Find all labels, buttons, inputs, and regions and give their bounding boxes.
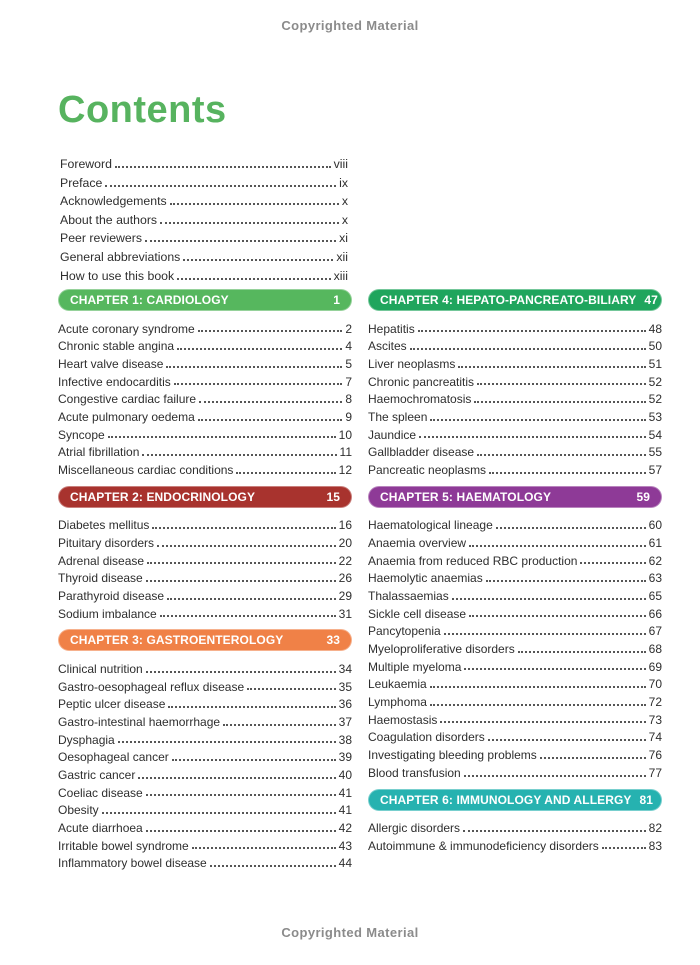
chapter-entries: [368, 318, 662, 477]
entry-page-number: xiii: [333, 268, 348, 283]
chapter-section: [368, 789, 662, 853]
toc-entry: [368, 353, 662, 371]
entry-page-number: 53: [648, 409, 662, 424]
dot-leader: [166, 366, 342, 368]
entry-page-number: x: [341, 194, 348, 209]
dot-leader: [174, 383, 343, 385]
column-left: [58, 289, 352, 879]
toc-entry: [368, 692, 662, 710]
toc-entry: [368, 674, 662, 692]
toc-entry: [58, 603, 352, 621]
entry-page-number: 5: [345, 356, 352, 371]
toc-entry: [58, 658, 352, 676]
dot-leader: [108, 436, 336, 438]
entry-page-number: 31: [338, 606, 352, 621]
entry-label: Irritable bowel syndrome: [58, 838, 189, 853]
toc-entry: [368, 318, 662, 336]
dot-leader: [199, 401, 342, 403]
toc-entry: [60, 246, 348, 265]
toc-entry: [58, 729, 352, 747]
entry-label: Miscellaneous cardiac conditions: [58, 463, 234, 477]
dot-leader: [170, 203, 339, 205]
entry-label: Clinical nutrition: [58, 661, 143, 676]
toc-entry: [58, 532, 352, 550]
entry-label: Infective endocarditis: [58, 374, 171, 389]
toc-entry: [58, 460, 352, 478]
entry-page-number: 51: [648, 356, 662, 371]
chapter-entries: [58, 515, 352, 621]
dot-leader: [157, 545, 336, 547]
entry-page-number: 76: [648, 748, 662, 763]
entry-label: Acknowledgements: [60, 194, 167, 209]
dot-leader: [430, 686, 646, 688]
dot-leader: [477, 454, 646, 456]
chapter-page-number: 33: [326, 633, 340, 648]
dot-leader: [152, 527, 335, 529]
entry-page-number: 44: [338, 856, 352, 871]
dot-leader: [102, 812, 336, 814]
toc-entry: [58, 585, 352, 603]
toc-entry: [58, 764, 352, 782]
chapter-title: CHAPTER 1: CARDIOLOGY: [70, 293, 229, 307]
entry-page-number: x: [341, 212, 348, 227]
chapter-section: [58, 289, 352, 477]
entry-label: Lymphoma: [368, 695, 427, 710]
entry-label: Parathyroid disease: [58, 588, 165, 603]
entry-label: Pituitary disorders: [58, 535, 155, 550]
toc-entry: [58, 747, 352, 765]
chapter-section: [368, 486, 662, 780]
toc-entry: [60, 190, 348, 209]
entry-label: Congestive cardiac failure: [58, 392, 197, 407]
entry-page-number: 39: [338, 750, 352, 765]
chapter-page-number: 59: [636, 489, 650, 504]
entry-page-number: 7: [345, 374, 352, 389]
toc-entry: [58, 318, 352, 336]
entry-label: Coeliac disease: [58, 785, 143, 800]
entry-page-number: 12: [338, 463, 352, 477]
entry-label: Preface: [60, 175, 103, 190]
dot-leader: [198, 330, 343, 332]
dot-leader: [105, 185, 336, 187]
entry-page-number: 54: [648, 427, 662, 442]
entry-page-number: 52: [648, 374, 662, 389]
toc-entry: [58, 782, 352, 800]
dot-leader: [198, 419, 343, 421]
dot-leader: [138, 777, 335, 779]
chapter-entries: [368, 818, 662, 853]
entry-label: The spleen: [368, 409, 428, 424]
entry-label: Jaundice: [368, 427, 417, 442]
toc-entry: [368, 389, 662, 407]
toc-entry: [58, 676, 352, 694]
toc-entry: [58, 711, 352, 729]
dot-leader: [486, 580, 646, 582]
entry-page-number: 41: [338, 803, 352, 818]
dot-leader: [146, 671, 336, 673]
toc-entry: [58, 442, 352, 460]
dot-leader: [168, 706, 335, 708]
dot-leader: [469, 545, 646, 547]
chapter-header: [368, 486, 662, 508]
entry-label: Anaemia from reduced RBC production: [368, 553, 578, 568]
toc-entry: [58, 336, 352, 354]
entry-label: Gastro-intestinal haemorrhage: [58, 714, 221, 729]
toc-entry: [368, 656, 662, 674]
toc-entry: [60, 265, 348, 284]
toc-entry: [368, 336, 662, 354]
entry-label: Obesity: [58, 803, 99, 818]
entry-label: About the authors: [60, 212, 158, 227]
chapter-entries: [58, 658, 352, 870]
entry-page-number: 52: [648, 392, 662, 407]
entry-page-number: xi: [339, 231, 348, 246]
entry-page-number: 70: [648, 677, 662, 692]
entry-page-number: 26: [338, 571, 352, 586]
column-right: [368, 289, 662, 879]
chapter-section: [58, 629, 352, 870]
entry-label: How to use this book: [60, 268, 175, 283]
toc-entry: [368, 727, 662, 745]
toc-entry: [60, 209, 348, 228]
entry-label: Inflammatory bowel disease: [58, 856, 207, 871]
entry-page-number: 40: [338, 767, 352, 782]
toc-entry: [58, 853, 352, 871]
entry-label: Peer reviewers: [60, 231, 143, 246]
entry-label: Autoimmune & immunodeficiency disorders: [368, 838, 599, 853]
chapter-entries: [58, 318, 352, 477]
entry-label: Chronic stable angina: [58, 339, 175, 354]
entry-page-number: xii: [336, 250, 348, 265]
dot-leader: [183, 259, 333, 261]
dot-leader: [469, 615, 646, 617]
entry-page-number: 22: [338, 553, 352, 568]
entry-label: Acute coronary syndrome: [58, 321, 195, 336]
dot-leader: [463, 830, 646, 832]
toc-entry: [368, 603, 662, 621]
copyright-notice-bottom: Copyrighted Material: [281, 925, 419, 940]
dot-leader: [192, 847, 336, 849]
dot-leader: [410, 348, 646, 350]
chapter-title: CHAPTER 5: HAEMATOLOGY: [380, 489, 552, 504]
entry-page-number: 35: [338, 679, 352, 694]
entry-page-number: 36: [338, 697, 352, 712]
dot-leader: [444, 633, 646, 635]
entry-label: Dysphagia: [58, 732, 115, 747]
toc-entry: [58, 424, 352, 442]
entry-page-number: 62: [648, 553, 662, 568]
chapter-header: [58, 289, 352, 311]
chapter-section: [368, 289, 662, 477]
dot-leader: [146, 830, 336, 832]
dot-leader: [118, 741, 336, 743]
entry-page-number: 10: [338, 427, 352, 442]
page-title: Contents: [58, 89, 227, 131]
entry-page-number: 4: [345, 339, 352, 354]
entry-page-number: 82: [648, 821, 662, 835]
toc-entry: [58, 515, 352, 533]
entry-page-number: 68: [648, 642, 662, 656]
entry-label: Syncope: [58, 427, 105, 442]
toc-entry: [58, 568, 352, 586]
entry-page-number: 8: [345, 392, 352, 407]
entry-page-number: 38: [338, 732, 352, 747]
entry-label: Leukaemia: [368, 677, 427, 692]
dot-leader: [160, 222, 339, 224]
entry-page-number: 65: [648, 588, 662, 603]
entry-label: Thyroid disease: [58, 571, 143, 586]
entry-label: Coagulation disorders: [368, 730, 485, 745]
entry-label: Liver neoplasms: [368, 356, 456, 371]
chapter-header: [58, 486, 352, 508]
entry-label: Sickle cell disease: [368, 606, 467, 621]
toc-entry: [368, 532, 662, 550]
dot-leader: [210, 865, 336, 867]
chapter-page-number: 15: [326, 489, 340, 504]
entry-label: General abbreviations: [60, 250, 181, 265]
entry-page-number: 57: [648, 463, 662, 477]
toc-entry: [368, 424, 662, 442]
entry-label: Gallbladder disease: [368, 445, 475, 460]
chapter-header: [368, 789, 662, 811]
entry-page-number: 16: [338, 518, 352, 533]
entry-page-number: 55: [648, 445, 662, 460]
entry-label: Thalassaemias: [368, 588, 449, 603]
dot-leader: [489, 472, 646, 474]
chapter-title: CHAPTER 6: IMMUNOLOGY AND ALLERGY: [380, 792, 632, 807]
dot-leader: [602, 847, 646, 849]
toc-entry: [368, 835, 662, 853]
dot-leader: [147, 562, 336, 564]
dot-leader: [477, 383, 646, 385]
dot-leader: [496, 527, 646, 529]
entry-label: Haemolytic anaemias: [368, 571, 483, 586]
chapter-page-number: 1: [333, 293, 340, 307]
dot-leader: [474, 401, 645, 403]
chapter-title: CHAPTER 3: GASTROENTEROLOGY: [70, 633, 284, 648]
dot-leader: [115, 166, 331, 168]
entry-page-number: 37: [338, 714, 352, 729]
entry-label: Gastro-oesophageal reflux disease: [58, 679, 245, 694]
toc-entry: [58, 694, 352, 712]
entry-label: Hepatitis: [368, 321, 415, 336]
toc-entry: [60, 172, 348, 191]
dot-leader: [236, 472, 335, 474]
entry-page-number: 48: [648, 321, 662, 336]
toc-entry: [368, 568, 662, 586]
dot-leader: [146, 580, 336, 582]
toc-entry: [368, 442, 662, 460]
toc-entry: [368, 818, 662, 836]
entry-page-number: 50: [648, 339, 662, 354]
dot-leader: [580, 562, 645, 564]
entry-label: Ascites: [368, 339, 407, 354]
entry-page-number: 83: [648, 838, 662, 853]
toc-entry: [368, 585, 662, 603]
entry-label: Foreword: [60, 157, 112, 172]
toc-entry: [368, 762, 662, 780]
dot-leader: [142, 454, 336, 456]
toc-entry: [58, 550, 352, 568]
entry-label: Myeloproliferative disorders: [368, 642, 515, 656]
entry-page-number: 41: [338, 785, 352, 800]
chapter-header: [368, 289, 662, 311]
entry-label: Haemochromatosis: [368, 392, 472, 407]
toc-entry: [60, 227, 348, 246]
toc-entry: [368, 709, 662, 727]
entry-page-number: 74: [648, 730, 662, 745]
entry-page-number: 73: [648, 712, 662, 727]
chapter-entries: [368, 515, 662, 780]
dot-leader: [419, 436, 646, 438]
entry-page-number: 67: [648, 624, 662, 639]
dot-leader: [540, 757, 646, 759]
dot-leader: [488, 739, 646, 741]
entry-page-number: 69: [648, 659, 662, 674]
toc-entry: [368, 460, 662, 478]
entry-page-number: 43: [338, 838, 352, 853]
chapter-page-number: 81: [639, 792, 654, 807]
chapter-page-number: 47: [644, 293, 658, 307]
toc-entry: [368, 621, 662, 639]
dot-leader: [464, 775, 646, 777]
entry-page-number: 66: [648, 606, 662, 621]
dot-leader: [223, 724, 336, 726]
toc-entry: [368, 639, 662, 657]
chapter-section: [58, 486, 352, 621]
chapter-title: CHAPTER 4: HEPATO-PANCREATO-BILIARY: [380, 293, 637, 307]
entry-page-number: 29: [338, 588, 352, 603]
toc-entry: [368, 550, 662, 568]
entry-label: Acute diarrhoea: [58, 821, 143, 835]
entry-label: Diabetes mellitus: [58, 518, 150, 533]
entry-page-number: 42: [338, 821, 352, 835]
entry-label: Pancytopenia: [368, 624, 441, 639]
entry-label: Oesophageal cancer: [58, 750, 169, 765]
copyright-notice-top: Copyrighted Material: [281, 18, 419, 33]
entry-page-number: 20: [338, 535, 352, 550]
toc-entry: [368, 515, 662, 533]
entry-label: Pancreatic neoplasms: [368, 463, 487, 477]
entry-label: Allergic disorders: [368, 821, 461, 835]
entry-label: Gastric cancer: [58, 767, 136, 782]
dot-leader: [430, 704, 646, 706]
dot-leader: [145, 240, 336, 242]
dot-leader: [458, 366, 645, 368]
entry-label: Chronic pancreatitis: [368, 374, 475, 389]
entry-label: Atrial fibrillation: [58, 445, 140, 460]
toc-entry: [58, 406, 352, 424]
entry-page-number: 72: [648, 695, 662, 710]
dot-leader: [452, 598, 646, 600]
entry-label: Anaemia overview: [368, 535, 467, 550]
dot-leader: [464, 668, 645, 670]
entry-page-number: 63: [648, 571, 662, 586]
entry-page-number: 60: [648, 518, 662, 533]
entry-page-number: 11: [339, 445, 352, 460]
dot-leader: [418, 330, 646, 332]
dot-leader: [160, 615, 336, 617]
toc-entry: [58, 818, 352, 836]
dot-leader: [440, 721, 645, 723]
entry-page-number: 34: [338, 661, 352, 676]
entry-label: Blood transfusion: [368, 765, 461, 780]
toc-entry: [58, 389, 352, 407]
toc-entry: [368, 371, 662, 389]
entry-label: Multiple myeloma: [368, 659, 462, 674]
entry-page-number: ix: [339, 175, 348, 190]
entry-label: Sodium imbalance: [58, 606, 157, 621]
entry-page-number: 9: [345, 409, 352, 424]
chapter-header: [58, 629, 352, 651]
chapter-title: CHAPTER 2: ENDOCRINOLOGY: [70, 489, 256, 504]
dot-leader: [247, 688, 336, 690]
dot-leader: [430, 419, 645, 421]
entry-page-number: 61: [648, 535, 662, 550]
entry-label: Acute pulmonary oedema: [58, 409, 195, 424]
dot-leader: [167, 598, 336, 600]
dot-leader: [172, 759, 336, 761]
entry-label: Heart valve disease: [58, 356, 164, 371]
toc-entry: [58, 353, 352, 371]
dot-leader: [518, 651, 646, 653]
toc-columns: [58, 289, 662, 879]
toc-entry: [368, 745, 662, 763]
dot-leader: [177, 278, 330, 280]
toc-entry: [60, 153, 348, 172]
front-matter-list: [60, 153, 348, 283]
entry-page-number: 77: [648, 765, 662, 780]
entry-label: Adrenal disease: [58, 553, 145, 568]
entry-page-number: 2: [345, 321, 352, 336]
entry-label: Peptic ulcer disease: [58, 697, 166, 712]
entry-label: Haematological lineage: [368, 518, 493, 533]
entry-label: Haemostasis: [368, 712, 438, 727]
toc-entry: [58, 835, 352, 853]
toc-entry: [58, 371, 352, 389]
toc-entry: [58, 800, 352, 818]
entry-label: Investigating bleeding problems: [368, 748, 537, 763]
dot-leader: [146, 794, 336, 796]
dot-leader: [177, 348, 342, 350]
toc-entry: [368, 406, 662, 424]
entry-page-number: viii: [333, 157, 348, 172]
